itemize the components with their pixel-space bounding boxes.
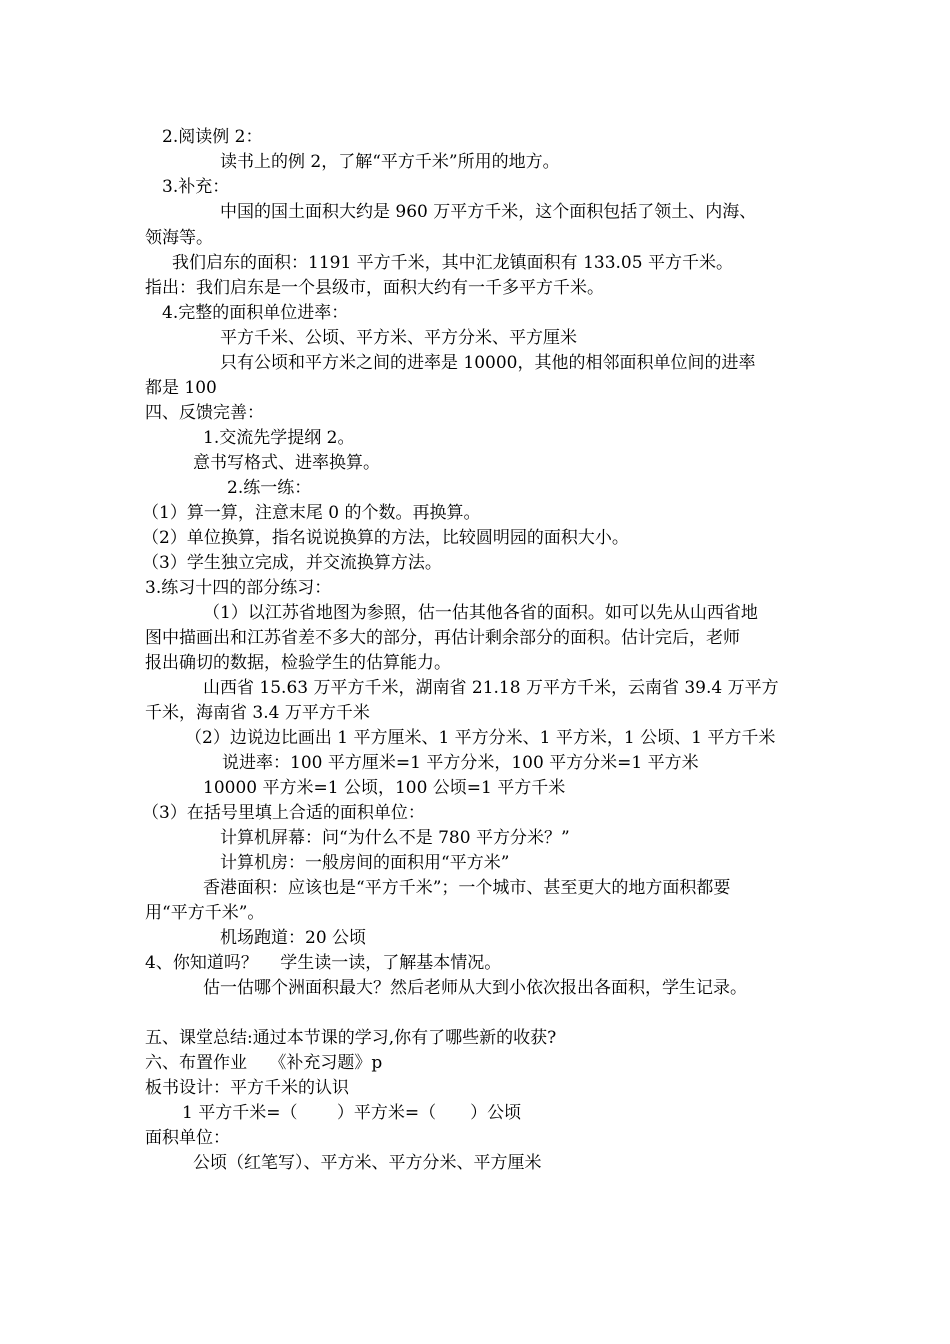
line-30: 计算机房：一般房间的面积用“平方米” bbox=[220, 853, 510, 873]
line-21: 图中描画出和江苏省差不多大的部分，再估计剩余部分的面积。估计完后，老师 bbox=[145, 628, 740, 648]
line-9: 平方千米、公顷、平方米、平方分米、平方厘米 bbox=[220, 328, 577, 348]
line-33: 机场跑道：20 公顷 bbox=[220, 928, 367, 948]
line-22: 报出确切的数据，检验学生的估算能力。 bbox=[145, 653, 451, 673]
line-3: 3.补充： bbox=[162, 177, 230, 197]
line-38: 板书设计：平方千米的认识 bbox=[145, 1078, 349, 1098]
line-18: （3）学生独立完成，并交流换算方法。 bbox=[142, 553, 442, 573]
line-17: （2）单位换算，指名说说换算的方法，比较圆明园的面积大小。 bbox=[142, 528, 629, 548]
line-29: 计算机屏幕：问“为什么不是 780 平方分米？” bbox=[220, 828, 570, 848]
line-27: 10000 平方米=1 公顷，100 公顷=1 平方千米 bbox=[203, 778, 566, 798]
line-13: 1.交流先学提纲 2。 bbox=[203, 428, 355, 448]
line-19: 3.练习十四的部分练习： bbox=[145, 578, 332, 598]
line-11: 都是 100 bbox=[145, 378, 217, 398]
line-34: 4、你知道吗？ 学生读一读，了解基本情况。 bbox=[145, 953, 502, 973]
line-8: 4.完整的面积单位进率： bbox=[162, 303, 349, 323]
line-37: 六、布置作业 《补充习题》p bbox=[145, 1053, 383, 1073]
line-20: （1）以江苏省地图为参照，估一估其他各省的面积。如可以先从山西省地 bbox=[203, 603, 758, 623]
line-41: 公顷（红笔写）、平方米、平方分米、平方厘米 bbox=[193, 1153, 542, 1173]
line-12: 四、反馈完善： bbox=[145, 403, 264, 423]
line-10: 只有公顷和平方米之间的进率是 10000，其他的相邻面积单位间的进率 bbox=[220, 353, 756, 373]
line-24: 千米，海南省 3.4 万平方千米 bbox=[145, 703, 370, 723]
line-32: 用“平方千米”。 bbox=[145, 903, 265, 923]
line-26: 说进率：100 平方厘米=1 平方分米，100 平方分米=1 平方米 bbox=[222, 753, 699, 773]
line-35: 估一估哪个洲面积最大？然后老师从大到小依次报出各面积，学生记录。 bbox=[203, 978, 747, 998]
line-40: 面积单位： bbox=[145, 1128, 230, 1148]
line-4: 中国的国土面积大约是 960 万平方千米，这个面积包括了领土、内海、 bbox=[220, 202, 757, 222]
line-36: 五、课堂总结:通过本节课的学习,你有了哪些新的收获? bbox=[145, 1028, 557, 1048]
line-16: （1）算一算，注意末尾 0 的个数。再换算。 bbox=[142, 503, 481, 523]
line-14: 意书写格式、进率换算。 bbox=[193, 453, 380, 473]
line-1: 2.阅读例 2： bbox=[162, 127, 263, 147]
line-31: 香港面积：应该也是“平方千米”；一个城市、甚至更大的地方面积都要 bbox=[203, 878, 731, 898]
line-39: 1 平方千米=（ ）平方米=（ ）公顷 bbox=[182, 1103, 522, 1123]
line-6: 我们启东的面积：1191 平方千米，其中汇龙镇面积有 133.05 平方千米。 bbox=[172, 253, 733, 273]
line-25: （2）边说边比画出 1 平方厘米、1 平方分米、1 平方米，1 公顷、1 平方千米 bbox=[185, 728, 776, 748]
line-23: 山西省 15.63 万平方千米，湖南省 21.18 万平方千米，云南省 39.4 万平方 bbox=[203, 678, 779, 698]
line-7: 指出：我们启东是一个县级市，面积大约有一千多平方千米。 bbox=[145, 278, 604, 298]
line-2: 读书上的例 2，了解“平方千米”所用的地方。 bbox=[220, 152, 560, 172]
line-28: （3）在括号里填上合适的面积单位： bbox=[142, 803, 425, 823]
line-15: 2.练一练： bbox=[227, 478, 312, 498]
line-5: 领海等。 bbox=[145, 228, 213, 248]
